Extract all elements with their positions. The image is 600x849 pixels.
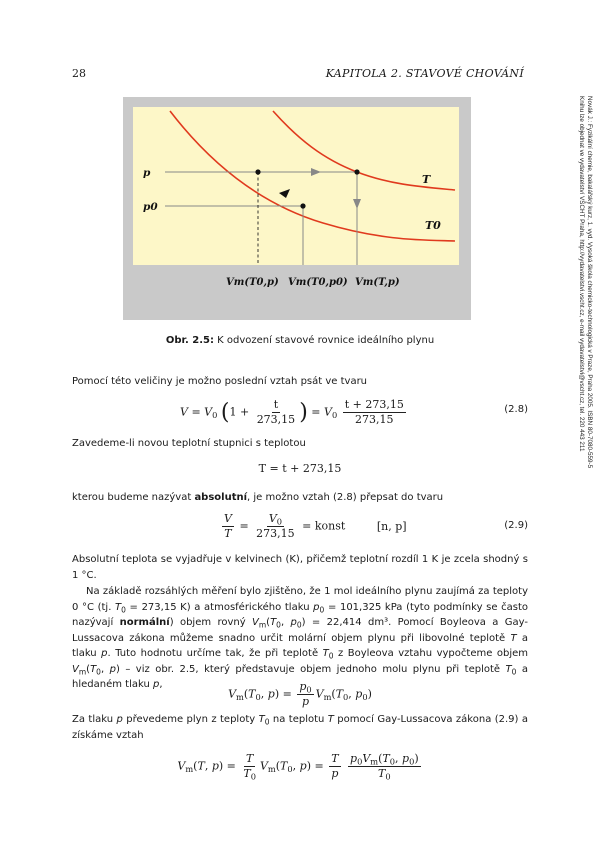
label-vm-t0-p: Vm(T0,p)	[226, 277, 279, 288]
frac-den-3: 273,15	[256, 527, 295, 540]
paragraph-1: Pomocí této veličiny je možno poslední vztah psát ve tvaru	[72, 376, 368, 387]
equation-2-8: $V = V_0$ (1 + $\frac{t}{273,15}$ ) = $V_0$ $\frac{t + 273,15}{273,15}$ (2.8)	[180, 398, 528, 426]
chapter-header: KAPITOLA 2. STAVOVÉ CHOVÁNÍ	[325, 67, 524, 80]
equation-2-9: $\frac{V}{T}$ = $\frac{V_0}{273,15}$ = konst [n, p] (2.9)	[224, 512, 528, 540]
citation-line-1: Novák J.: Fyzikální chemie, bakalářský kurz, 1. vyd. Vysoká škola chemicko-technologická v Praze, Praha 2005. ISBN 80-7080-559-5	[586, 96, 593, 469]
label-p0: p0	[143, 201, 158, 213]
frac-t-plus: t + 273,15	[344, 398, 404, 411]
frac-t: t	[273, 398, 279, 411]
equation-number-2-8: (2.8)	[504, 404, 528, 415]
point-t-p	[354, 169, 359, 174]
point-t0-p	[255, 169, 260, 174]
paragraph-4: Absolutní teplota se vyjadřuje v kelvinech (K), přičemž teplotní rozdíl 1 K je zcela shodný s 1 °C.	[72, 554, 528, 581]
equation-boyle: $V_m(T_0$, p) = $\frac{p_0}{p}$ $V_m(T_0$, $p_0$)	[228, 680, 372, 708]
term-absolutni: absolutní	[194, 492, 248, 503]
frac-den-2: 273,15	[355, 413, 394, 426]
label-vm-t0-p0: Vm(T0,p0)	[288, 277, 348, 288]
citation-line-2: Knihu lze objednat ve vydavatelství VŠCHT Praha, http://vydavatelstvi.vscht.cz, e-mail vydavatelstvi@vscht.cz, tel. 220 443 211	[578, 96, 585, 452]
label-curve-t: T	[422, 173, 431, 186]
caption-text: K odvození stavové rovnice ideálního plynu	[213, 335, 435, 346]
pv-diagram	[123, 97, 471, 320]
const-text: = konst	[302, 519, 346, 533]
paragraph-3: kterou budeme nazývat absolutní, je možno vztah (2.8) přepsat do tvaru	[72, 492, 444, 503]
label-vm-t-p: Vm(T,p)	[355, 277, 400, 288]
caption-label: Obr. 2.5:	[165, 335, 214, 346]
frac-den-1: 273,15	[256, 413, 296, 426]
page-number: 28	[72, 67, 86, 80]
point-t0-p0	[300, 203, 305, 208]
label-curve-t0: T0	[425, 219, 441, 232]
paragraph-5: Na základě rozsáhlých měření bylo zjištěno, že 1 mol ideálního plynu zaujímá za teploty 0 °C (tj. $T_0 = 273,15$ K) a atmosférického tlaku $p_0 = 101,325$ kPa (tyto podmínky se často nazývají normální) objem rovný $V_m(T_0$, $p_0) = 22,414$ dm³. Pomocí Boyleova a Gay-Lussacova zákona můžeme snadno určit molární objem plynu při libovolné teplotě T a tlaku p. Tuto hodnotu určíme tak, že při teplotě $T_0$ z Boyleova vztahu vypočteme objem $V_m(T_0$, p) – viz obr. 2.5, který představuje objem jednoho molu plynu při teplotě $T_0$ a hledaném tlaku p,	[72, 586, 529, 690]
label-p: p	[143, 167, 151, 179]
equation-absolute-temperature: T = t + 273,15	[258, 462, 342, 475]
equation-number-2-9: (2.9)	[504, 520, 528, 531]
figure-caption	[72, 335, 528, 346]
equation-gay-lussac: $V_m(T$, p) = $\frac{T}{T_0}$ $V_m(T_0$, p) = $\frac{T}{p}$ $\frac{p_0V_m(T_0, p_0)}{T_0}$	[177, 752, 419, 782]
paragraph-2: Zavedeme-li novou teplotní stupnici s teplotou	[72, 438, 306, 449]
condition-text: [n, p]	[376, 519, 407, 533]
figure-frame	[123, 97, 471, 320]
paragraph-6: Za tlaku p převedeme plyn z teploty $T_0$ na teplotu T pomocí Gay-Lussacova zákona (2.9) a získáme vztah	[72, 714, 528, 741]
